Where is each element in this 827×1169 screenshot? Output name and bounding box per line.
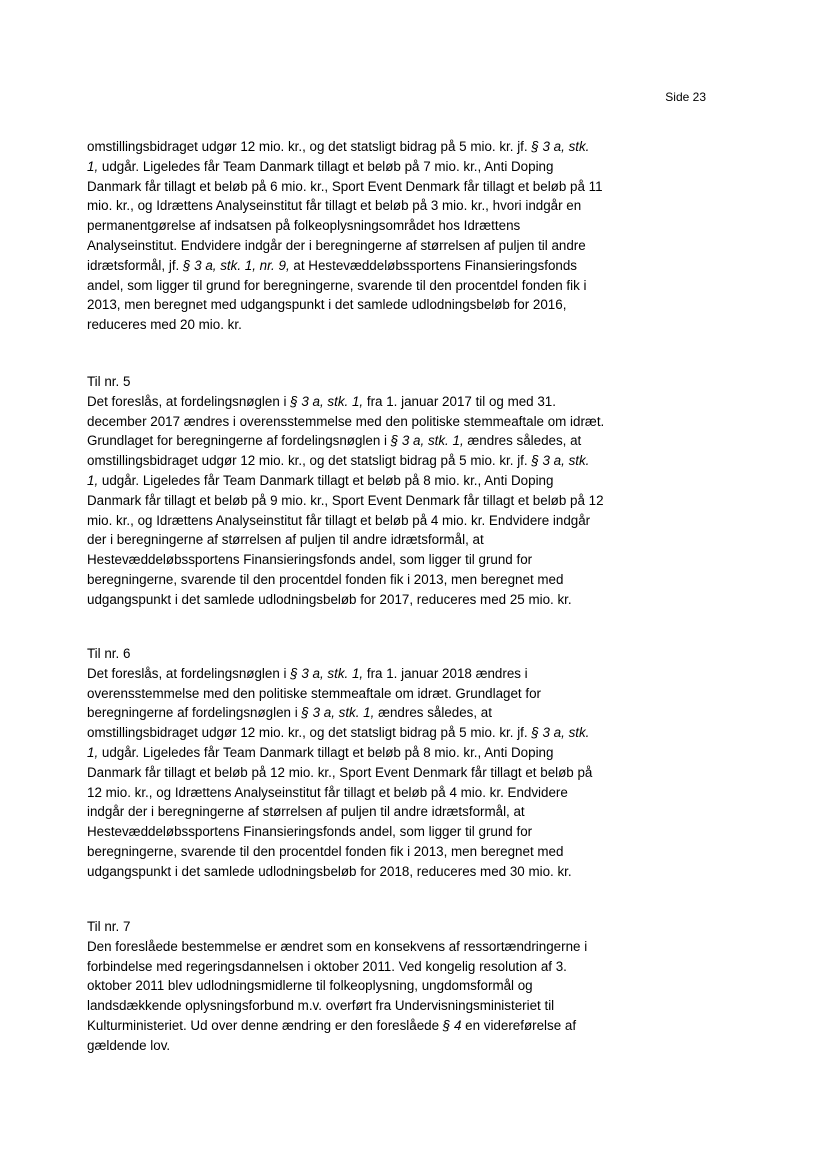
text-run: Det foreslås, at fordelingsnøglen i (87, 393, 291, 409)
text-run: 2013, men beregnet med udgangspunkt i det samlede udlodningsbeløb for 2016, (87, 297, 567, 313)
text-run: oktober 2011 blev udlodningsmidlerne til folkeoplysning, ungdomsformål og (87, 978, 533, 994)
legal-reference: 1, (87, 472, 99, 488)
section-body (87, 137, 747, 335)
text-run: udgår. Ligeledes får Team Danmark tillagt et beløb på 7 mio. kr., Anti Doping (98, 158, 554, 174)
text-line (87, 723, 747, 743)
text-line (87, 570, 747, 590)
section-continuation (87, 137, 747, 335)
legal-reference: § 3 a, stk. 1, nr. 9, (182, 257, 290, 273)
text-line (87, 842, 747, 862)
text-run: udgår. Ligeledes får Team Danmark tillagt et beløb på 8 mio. kr., Anti Doping (98, 744, 554, 760)
text-line (87, 862, 747, 882)
text-line (87, 137, 747, 157)
legal-reference: § 3 a, stk. 1, (301, 705, 375, 721)
text-line (87, 763, 747, 783)
text-line (87, 703, 747, 723)
text-run: en videreførelse af (461, 1017, 577, 1033)
text-run: beregningerne af fordelingsnøglen i (87, 705, 302, 721)
text-line (87, 177, 747, 197)
text-line (87, 802, 747, 822)
text-line (87, 276, 747, 296)
text-run: mio. kr., og Idrættens Analyseinstitut får tillagt et beløb på 4 mio. kr. Endvidere indgår (87, 512, 591, 528)
text-line (87, 937, 747, 957)
legal-reference: § 3 a, stk. 1, (390, 433, 464, 449)
text-run: ændres således, at (374, 705, 492, 721)
text-line (87, 783, 747, 803)
text-line (87, 743, 747, 763)
text-run: december 2017 ændres i overensstemmelse med den politiske stemmeaftale om idræt. (87, 413, 605, 429)
text-run: udgangspunkt i det samlede udlodningsbeløb for 2017, reduceres med 25 mio. kr. (87, 591, 572, 607)
text-run: Danmark får tillagt et beløb på 6 mio. kr., Sport Event Denmark får tillagt et beløb på 11 (87, 178, 603, 194)
legal-reference: 1, (87, 744, 99, 760)
legal-reference: § 4 (442, 1017, 462, 1033)
text-line (87, 822, 747, 842)
text-run: fra 1. januar 2017 til og med 31. (363, 393, 556, 409)
section-til-nr-6 (87, 644, 747, 882)
text-run: Analyseinstitut. Endvidere indgår der i beregningerne af størrelsen af puljen til andre (87, 237, 586, 253)
section-heading: Til nr. 5 (87, 374, 131, 389)
text-run: Hestevæddeløbssportens Finansieringsfonds andel, som ligger til grund for (87, 552, 533, 568)
text-run: forbindelse med regeringsdannelsen i oktober 2011. Ved kongelig resolution af 3. (87, 958, 567, 974)
text-line (87, 550, 747, 570)
section-heading: Til nr. 7 (87, 919, 131, 934)
text-line (87, 196, 747, 216)
text-run: udgangspunkt i det samlede udlodningsbeløb for 2018, reduceres med 30 mio. kr. (87, 863, 572, 879)
text-line (87, 590, 747, 610)
text-run: ændres således, at (463, 433, 582, 449)
text-line (87, 236, 747, 256)
text-run: fra 1. januar 2018 ændres i (363, 665, 528, 681)
text-line (87, 530, 747, 550)
legal-reference: § 3 a, stk. (531, 725, 590, 741)
text-run: mio. kr., og Idrættens Analyseinstitut får tillagt et beløb på 3 mio. kr., hvori indgår en (87, 198, 582, 214)
text-line (87, 412, 747, 432)
text-run: at Hestevæddeløbssportens Finansieringsfonds (289, 257, 577, 273)
legal-reference: § 3 a, stk. (531, 453, 590, 469)
text-run: 12 mio. kr., og Idrættens Analyseinstitut får tillagt et beløb på 4 mio. kr. Endvidere (87, 784, 568, 800)
legal-reference: 1, (87, 158, 99, 174)
text-line (87, 996, 747, 1016)
section-heading: Til nr. 6 (87, 646, 131, 661)
text-line (87, 957, 747, 977)
text-line (87, 157, 747, 177)
section-til-nr-5 (87, 372, 747, 610)
text-run: Kulturministeriet. Ud over denne ændring er den foreslåede (87, 1017, 443, 1033)
legal-reference: § 3 a, stk. 1, (290, 393, 364, 409)
text-run: Den foreslåede bestemmelse er ændret som en konsekvens af ressortændringerne i (87, 938, 588, 954)
text-run: omstillingsbidraget udgør 12 mio. kr., og det statsligt bidrag på 5 mio. kr. jf. (87, 453, 532, 469)
text-run: Det foreslås, at fordelingsnøglen i (87, 665, 291, 681)
text-run: udgår. Ligeledes får Team Danmark tillagt et beløb på 8 mio. kr., Anti Doping (98, 472, 554, 488)
text-run: der i beregningerne af størrelsen af puljen til andre idrætsformål, at (87, 532, 484, 548)
section-body (87, 664, 747, 882)
text-run: omstillingsbidraget udgør 12 mio. kr., og det statsligt bidrag på 5 mio. kr. jf. (87, 139, 532, 154)
text-run: omstillingsbidraget udgør 12 mio. kr., og det statsligt bidrag på 5 mio. kr. jf. (87, 725, 532, 741)
text-run: Hestevæddeløbssportens Finansieringsfonds andel, som ligger til grund for (87, 824, 533, 840)
text-line (87, 1036, 747, 1056)
section-til-nr-7 (87, 917, 747, 1056)
text-run: overensstemmelse med den politiske stemmeaftale om idræt. Grundlaget for (87, 685, 541, 701)
text-line (87, 315, 747, 335)
text-line (87, 295, 747, 315)
text-run: idrætsformål, jf. (87, 257, 183, 273)
legal-reference: § 3 a, stk. (531, 139, 590, 154)
text-run: landsdækkende oplysningsforbund m.v. overført fra Undervisningsministeriet til (87, 998, 555, 1014)
section-body (87, 392, 747, 610)
text-run: reduceres med 20 mio. kr. (87, 317, 242, 333)
text-line (87, 471, 747, 491)
text-line (87, 256, 747, 276)
text-run: beregningerne, svarende til den procentdel fonden fik i 2013, men beregnet med (87, 571, 564, 587)
text-run: andel, som ligger til grund for beregningerne, svarende til den procentdel fonden fik i (87, 277, 587, 293)
text-line (87, 664, 747, 684)
legal-reference: § 3 a, stk. 1, (290, 665, 364, 681)
text-run: Danmark får tillagt et beløb på 9 mio. kr., Sport Event Denmark får tillagt et beløb på 12 (87, 492, 604, 508)
text-run: Danmark får tillagt et beløb på 12 mio. kr., Sport Event Denmark får tillagt et beløb på (87, 764, 593, 780)
text-line (87, 216, 747, 236)
text-run: gældende lov. (87, 1037, 171, 1053)
text-run: beregningerne, svarende til den procentdel fonden fik i 2013, men beregnet med (87, 843, 564, 859)
section-body (87, 937, 747, 1056)
text-line (87, 684, 747, 704)
text-line (87, 1016, 747, 1036)
text-line (87, 431, 747, 451)
text-run: permanentgørelse af indsatsen på folkeoplysningsområdet hos Idrættens (87, 218, 521, 234)
page-number: Side 23 (665, 90, 706, 104)
text-line (87, 491, 747, 511)
text-run: Grundlaget for beregningerne af fordelingsnøglen i (87, 433, 391, 449)
text-line (87, 392, 747, 412)
text-line (87, 511, 747, 531)
text-line (87, 976, 747, 996)
text-run: indgår der i beregningerne af størrelsen af puljen til andre idrætsformål, at (87, 804, 525, 820)
text-line (87, 451, 747, 471)
